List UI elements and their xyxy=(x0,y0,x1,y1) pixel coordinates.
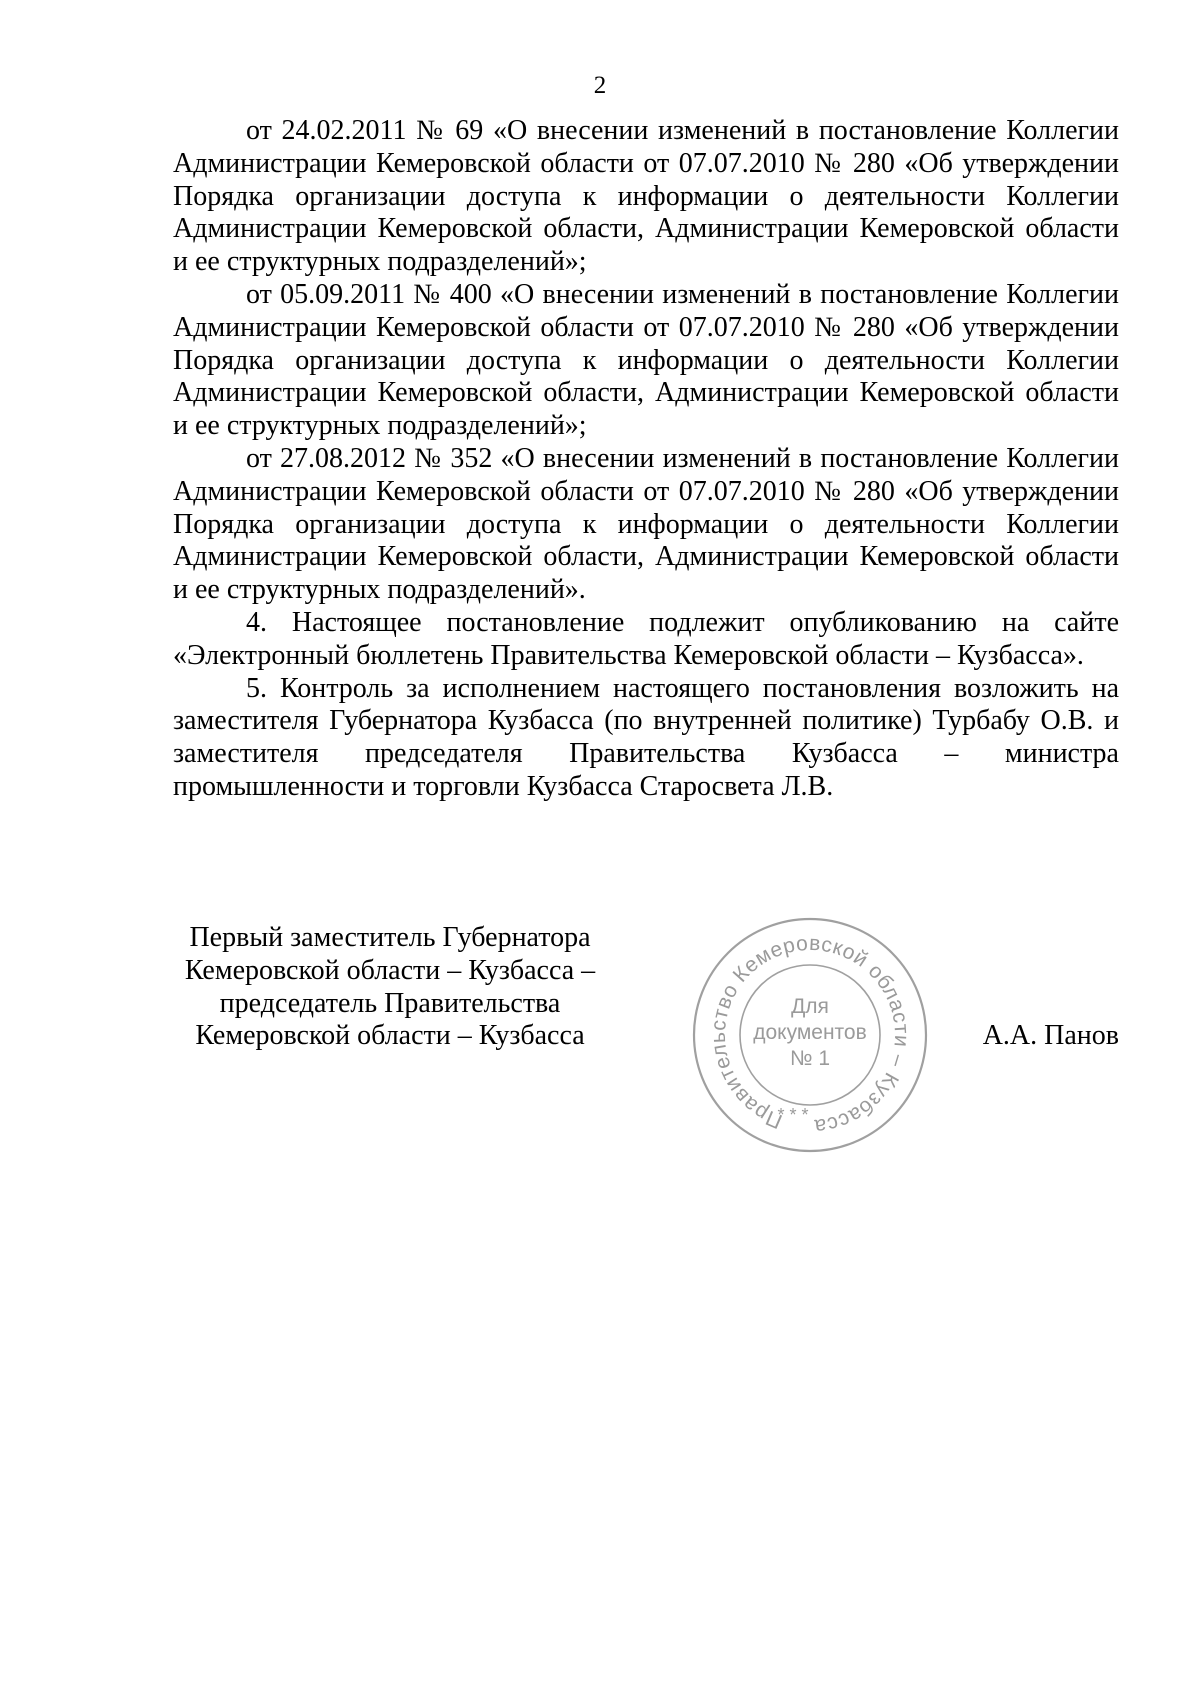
signatory-name: А.А. Панов xyxy=(982,1020,1119,1051)
signatory-position xyxy=(160,922,620,1053)
paragraph-amendment-2012-352: от 27.08.2012 № 352 «О внесении изменений в постановление Коллегии Администрации Кемеровской области от 07.07.2010 № 280 «Об утверждении Порядка организации доступа к информации о деятельности Коллегии Администрации Кемеровской области, Администрации Кемеровской области и ее структурных подразделений». xyxy=(173,442,1119,606)
stamp-ring-text: Правительство Кемеровской области – Кузбасса xyxy=(706,931,914,1139)
signatory-position-line: Первый заместитель Губернатора xyxy=(189,922,591,953)
signatory-position-line: Кемеровской области – Кузбасса – xyxy=(184,954,596,986)
stamp-center-line: № 1 xyxy=(789,1047,831,1070)
stamp-center-line: Для xyxy=(791,995,829,1018)
paragraph-amendment-2011-69: от 24.02.2011 № 69 «О внесении изменений в постановление Коллегии Администрации Кемеровской области от 07.07.2010 № 280 «Об утверждении Порядка организации доступа к информации о деятельности Коллегии Администрации Кемеровской области, Администрации Кемеровской области и ее структурных подразделений»; xyxy=(173,115,1119,278)
stamp-stars: * * * xyxy=(777,1105,809,1125)
paragraph-control: 5. Контроль за исполнением настоящего постановления возложить на заместителя Губернатора Кузбасса (по внутренней политике) Турбабу О.В. и заместителя председателя Правительства Кузбасса – министра промышленности и торговли Кузбасса Старосвета Л.В. xyxy=(173,672,1119,802)
paragraph-amendment-2011-400: от 05.09.2011 № 400 «О внесении изменений в постановление Коллегии Администрации Кемеровской области от 07.07.2010 № 280 «Об утверждении Порядка организации доступа к информации о деятельности Коллегии Администрации Кемеровской области, Администрации Кемеровской области и ее структурных подразделений»; xyxy=(173,278,1119,442)
page-number: 2 xyxy=(593,72,607,99)
official-seal-stamp xyxy=(690,915,930,1155)
paragraph-publication: 4. Настоящее постановление подлежит опубликованию на сайте «Электронный бюллетень Правительства Кемеровской области – Кузбасса». xyxy=(173,606,1119,671)
official-seal-stamp-graphic xyxy=(690,915,930,1155)
stamp-center-line: документов xyxy=(753,1021,867,1044)
signatory-position-line: Кемеровской области – Кузбасса xyxy=(195,1020,585,1052)
document-body xyxy=(173,115,1119,804)
signatory-position-line: председатель Правительства xyxy=(219,987,561,1019)
